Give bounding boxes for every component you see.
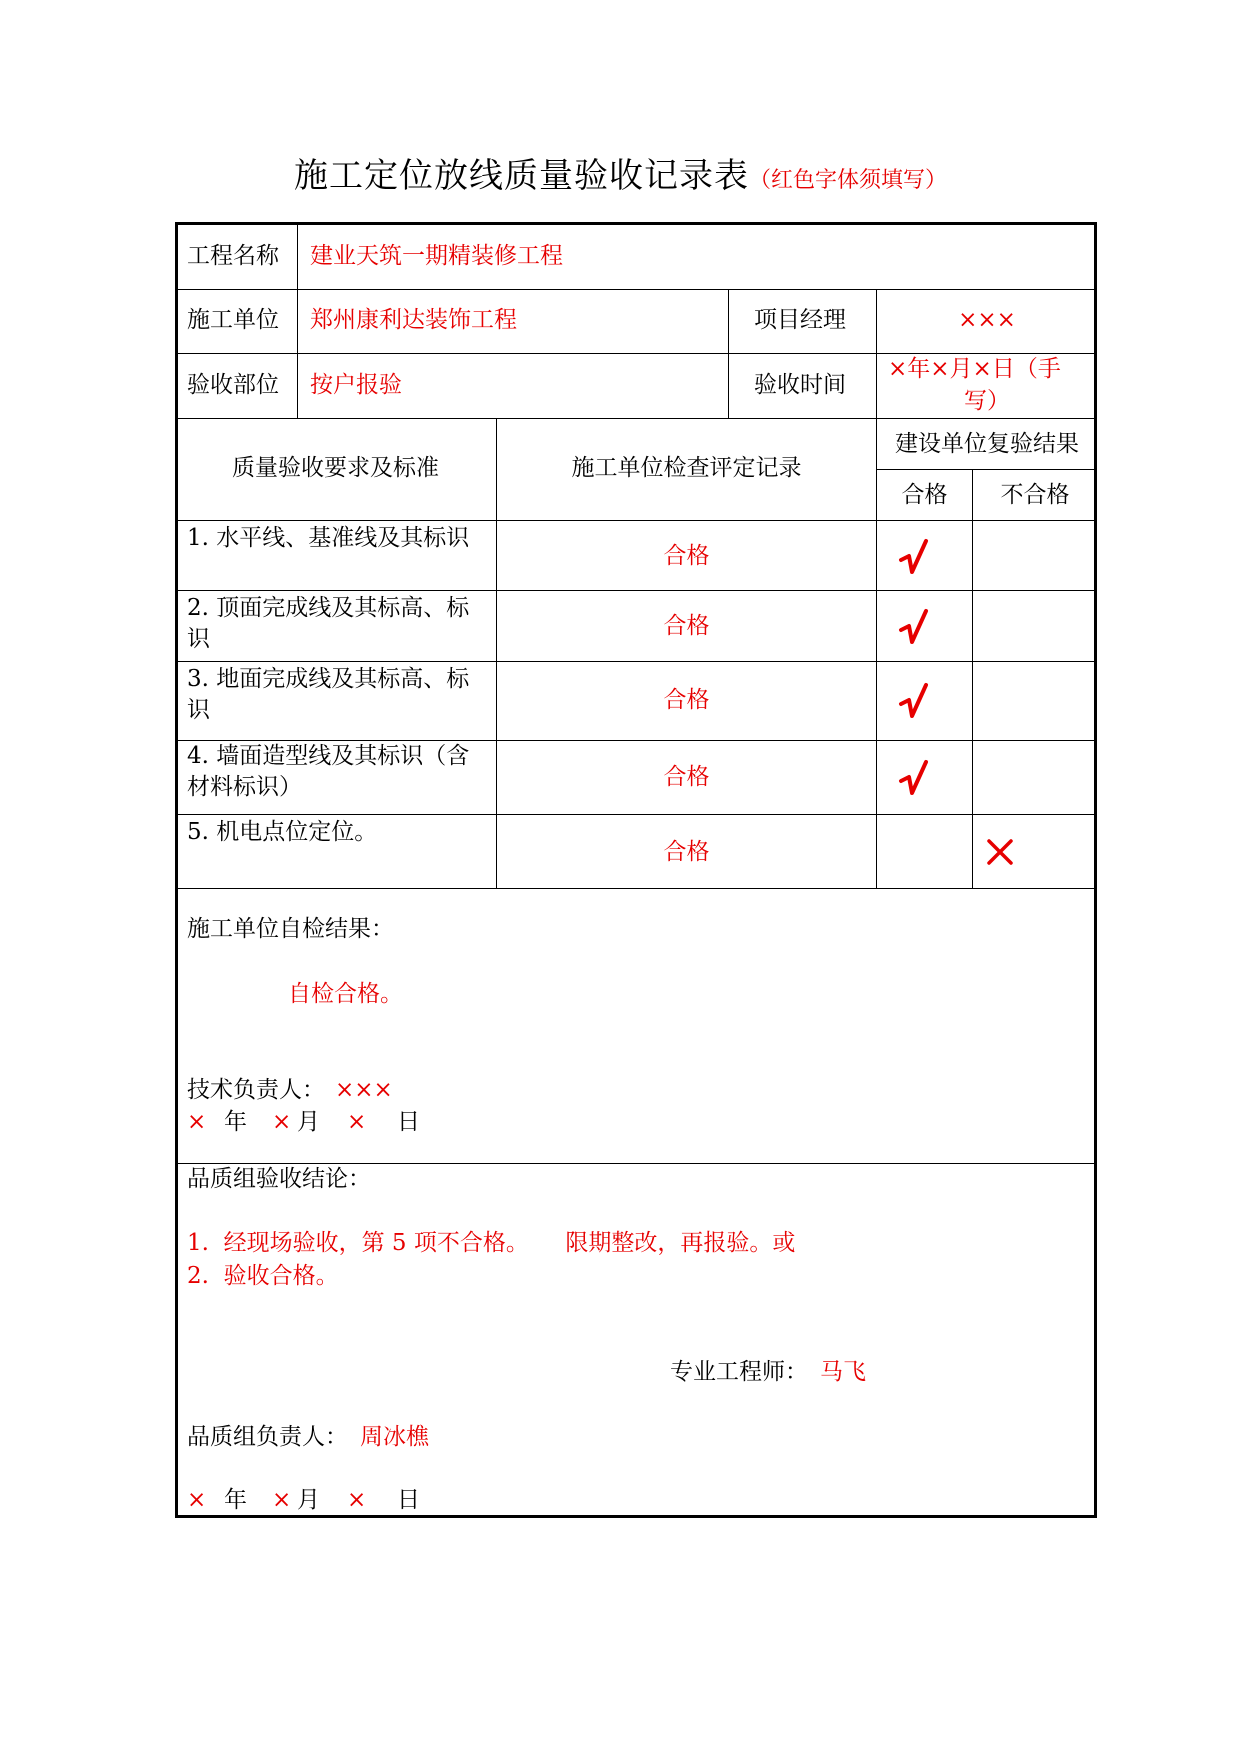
self-check-result: 自检合格。 — [288, 981, 403, 1007]
rule — [175, 289, 1097, 290]
time-value-line1: ×年×月×日（手 — [888, 356, 1061, 382]
rule — [175, 814, 1097, 815]
date-day-unit: 日 — [397, 1487, 420, 1513]
cross-mark-icon — [985, 837, 1015, 867]
project-name-label: 工程名称 — [187, 243, 279, 269]
tech-lead-name: ××× — [335, 1077, 393, 1103]
conclusion-label: 品质组验收结论： — [187, 1166, 371, 1192]
form-title: 施工定位放线质量验收记录表 — [293, 156, 749, 196]
self-check-label: 施工单位自检结果： — [187, 916, 394, 942]
rule — [297, 222, 298, 418]
tech-lead-label: 技术负责人： — [187, 1077, 325, 1103]
check-mark-icon — [898, 538, 930, 578]
date-day-unit: 日 — [397, 1109, 420, 1135]
item-standard-cont: 识 — [187, 697, 210, 723]
item-standard: 2. 顶面完成线及其标高、标 — [187, 595, 470, 621]
check-mark-icon — [898, 682, 930, 722]
quality-lead-label: 品质组负责人： — [187, 1424, 348, 1450]
item-standard-cont: 材料标识） — [187, 774, 302, 800]
date-day: × — [347, 1487, 367, 1513]
rule — [175, 590, 1097, 591]
engineer-label: 专业工程师： — [670, 1359, 808, 1385]
contractor-value: 郑州康利达装饰工程 — [310, 307, 517, 333]
rule — [972, 469, 973, 888]
item-record: 合格 — [663, 764, 710, 790]
rule — [876, 469, 1097, 470]
manager-value: ××× — [958, 307, 1016, 333]
fail-header: 不合格 — [1000, 482, 1070, 508]
engineer-name: 马飞 — [820, 1359, 866, 1385]
item-standard: 5. 机电点位定位。 — [187, 819, 378, 845]
page-title — [0, 148, 1241, 197]
standard-header: 质量验收要求及标准 — [232, 455, 439, 481]
recheck-header: 建设单位复验结果 — [895, 431, 1079, 457]
item-record: 合格 — [663, 687, 710, 713]
rule — [175, 418, 1097, 419]
item-record: 合格 — [663, 543, 710, 569]
date-month-unit: 月 — [297, 1109, 320, 1135]
date-year-unit: 年 — [224, 1487, 247, 1513]
date-day: × — [347, 1109, 367, 1135]
fill-in-note: （红色字体须填写） — [748, 168, 947, 193]
manager-label: 项目经理 — [754, 307, 846, 333]
contractor-label: 施工单位 — [187, 307, 279, 333]
rule — [175, 888, 1097, 889]
rule — [728, 289, 729, 418]
date-month: × — [272, 1109, 292, 1135]
item-standard: 4. 墙面造型线及其标识（含 — [187, 743, 470, 769]
record-header: 施工单位检查评定记录 — [571, 455, 802, 481]
rule — [175, 661, 1097, 662]
item-standard: 1. 水平线、基准线及其标识 — [187, 525, 470, 551]
quality-lead-name: 周冰樵 — [360, 1424, 429, 1450]
project-name-value: 建业天筑一期精装修工程 — [310, 243, 563, 269]
date-month-unit: 月 — [297, 1487, 320, 1513]
check-mark-icon — [898, 759, 930, 799]
rule — [175, 520, 1097, 521]
conclusion-line2: 2. 验收合格。 — [187, 1263, 339, 1289]
item-record: 合格 — [663, 613, 710, 639]
pass-header: 合格 — [901, 482, 948, 508]
item-record: 合格 — [663, 839, 710, 865]
check-mark-icon — [898, 608, 930, 648]
rule — [876, 289, 877, 888]
date-year: × — [187, 1109, 207, 1135]
item-standard-cont: 识 — [187, 626, 210, 652]
date-year: × — [187, 1487, 207, 1513]
date-year-unit: 年 — [224, 1109, 247, 1135]
date-month: × — [272, 1487, 292, 1513]
conclusion-line1: 1. 经现场验收，第 5 项不合格。 限期整改，再报验。或 — [187, 1230, 796, 1256]
area-value: 按户报验 — [310, 372, 402, 398]
item-standard: 3. 地面完成线及其标高、标 — [187, 666, 470, 692]
area-label: 验收部位 — [187, 372, 279, 398]
time-value-line2: 写） — [964, 388, 1010, 414]
rule — [496, 418, 497, 888]
time-label: 验收时间 — [754, 372, 846, 398]
